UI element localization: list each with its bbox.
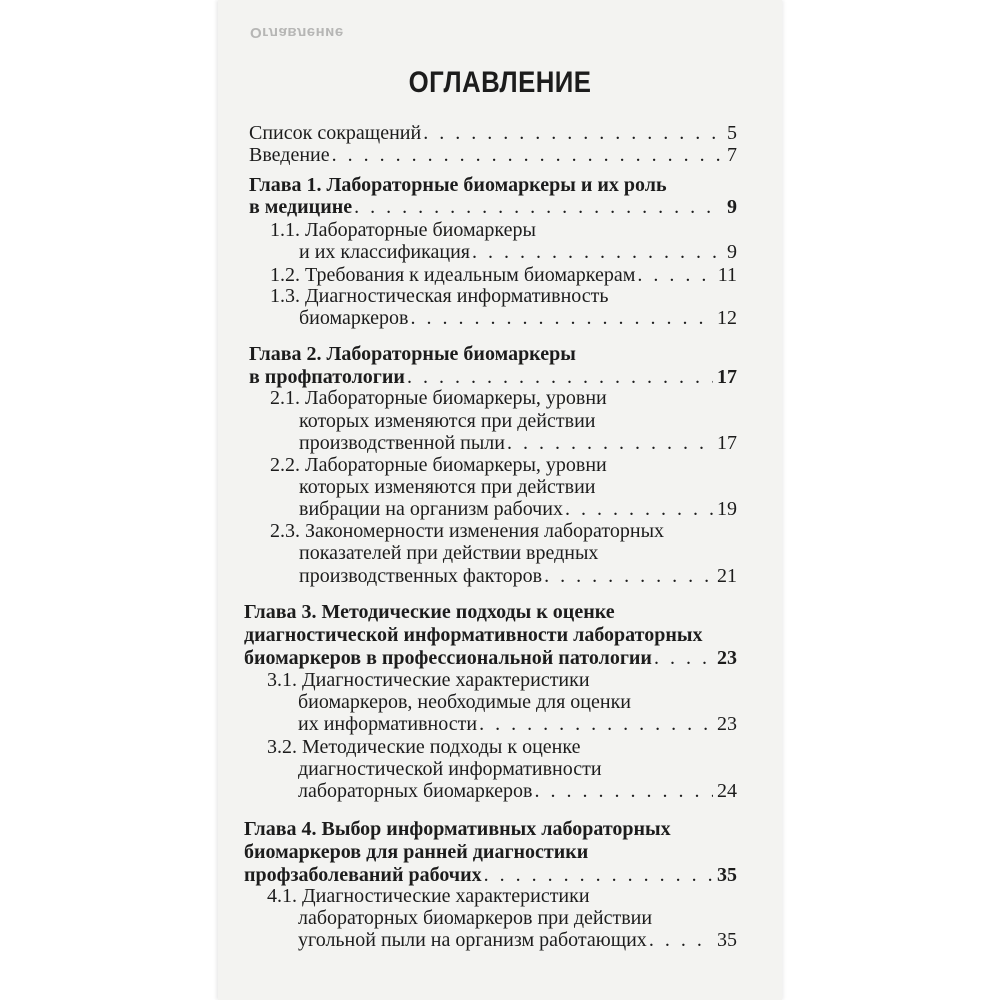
toc-chapter-3-line-1: Глава 3. Методические подходы к оценке (244, 601, 615, 623)
toc-section-2-2: вибрации на организм рабочих . . . 19 (299, 498, 737, 520)
running-head: Оглавление (250, 24, 344, 41)
page-number: 9 (727, 241, 737, 263)
toc-section-3-2: лабораторных биомаркеров . . . 24 (298, 780, 737, 802)
page-number: 19 (717, 498, 737, 520)
toc-chapter-1-line-1: Глава 1. Лабораторные биомаркеры и их роль (249, 174, 667, 196)
toc-chapter-1: в медицине . . . 9 (249, 196, 737, 218)
page-number: 5 (727, 122, 737, 144)
toc-section-1-3: биомаркеров . . . 12 (299, 307, 737, 329)
page-number: 12 (717, 307, 737, 329)
page-number: 7 (727, 144, 737, 166)
toc-chapter-4-line-1: Глава 4. Выбор информативных лабораторных (244, 818, 671, 840)
page-number: 24 (717, 780, 737, 802)
toc-section-3-1-line-1: 3.1. Диагностические характеристики (267, 669, 590, 691)
toc-entry-abbreviations: Список сокращений . . . 5 (249, 122, 737, 144)
toc-section-2-3-line-1: 2.3. Закономерности изменения лабораторных (270, 520, 665, 542)
page-number: 17 (717, 366, 737, 388)
page-title: ОГЛАВЛЕНИЕ (408, 66, 592, 99)
toc-section-1-3-line-1: 1.3. Диагностическая информативность (270, 285, 609, 307)
toc-chapter-3: биомаркеров в профессиональной патологии . . . 23 (244, 647, 737, 669)
page-number: 23 (717, 647, 737, 669)
page-number: 23 (717, 713, 737, 735)
page-number: 35 (717, 929, 737, 951)
toc-section-1-2: 1.2. Требования к идеальным биомаркерам . . . 11 (270, 264, 737, 286)
toc-section-3-1: их информативности . . . 23 (298, 713, 737, 735)
toc-section-4-1-line-1: 4.1. Диагностические характеристики (267, 885, 590, 907)
toc-section-2-2-line-2: которых изменяются при действии (299, 476, 596, 498)
toc-section-3-2-line-1: 3.2. Методические подходы к оценке (267, 736, 581, 758)
page-number: 17 (717, 432, 737, 454)
page-number: 21 (717, 565, 737, 587)
page-number: 11 (717, 264, 737, 286)
toc-section-2-1-line-2: которых изменяются при действии (299, 410, 596, 432)
page-number: 9 (727, 196, 737, 218)
toc-section-2-1: производственной пыли . . . 17 (299, 432, 737, 454)
toc-chapter-3-line-2: диагностической информативности лабораторных (244, 624, 703, 646)
toc-section-2-1-line-1: 2.1. Лабораторные биомаркеры, уровни (270, 387, 607, 409)
toc-section-2-3-line-2: показателей при действии вредных (299, 542, 599, 564)
toc-section-4-1-line-2: лабораторных биомаркеров при действии (298, 907, 653, 929)
toc-section-1-1-line-1: 1.1. Лабораторные биомаркеры (270, 219, 536, 241)
toc-chapter-4-line-2: биомаркеров для ранней диагностики (244, 841, 589, 863)
toc-chapter-2: в профпатологии . . . 17 (249, 366, 737, 388)
toc-section-2-3: производственных факторов . . . 21 (299, 565, 737, 587)
toc-section-3-2-line-2: диагностической информативности (298, 758, 602, 780)
toc-entry-introduction: Введение . . . 7 (249, 144, 737, 166)
toc-chapter-2-line-1: Глава 2. Лабораторные биомаркеры (249, 343, 576, 365)
toc-section-1-1: и их классификация . . . 9 (299, 241, 737, 263)
toc-section-4-1: угольной пыли на организм работающих . . . 35 (298, 929, 737, 951)
toc-section-3-1-line-2: биомаркеров, необходимые для оценки (298, 691, 631, 713)
page-number: 35 (717, 864, 737, 886)
toc-section-2-2-line-1: 2.2. Лабораторные биомаркеры, уровни (270, 454, 607, 476)
toc-chapter-4: профзаболеваний рабочих . . . 35 (244, 864, 737, 886)
